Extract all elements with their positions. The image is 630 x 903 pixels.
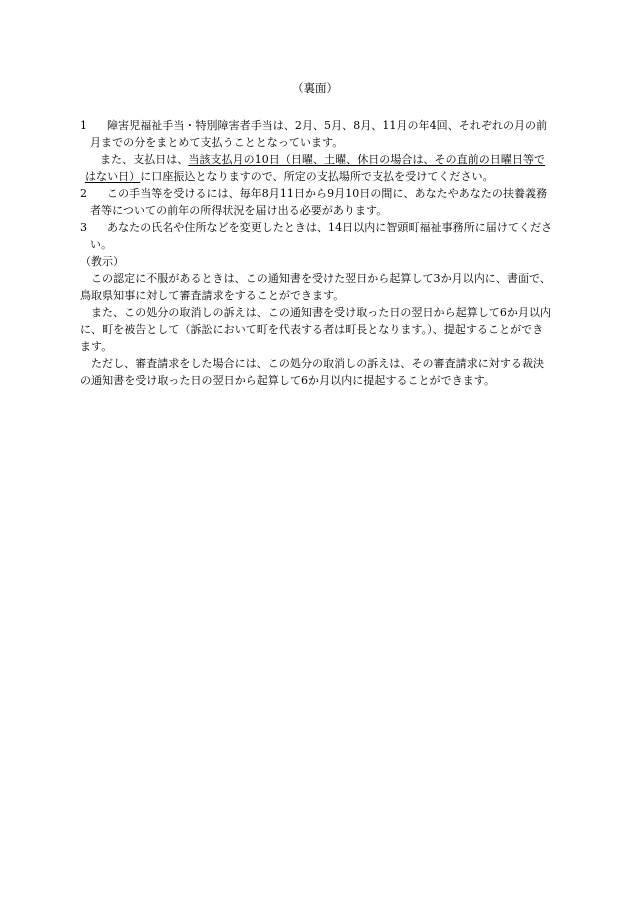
item-3 bbox=[80, 219, 554, 253]
kyoji-label: （教示） bbox=[80, 255, 125, 268]
kyoji-paragraph: また、この処分の取消しの訴えは、この通知書を受け取った日の翌日から起算して6か月以内に、町を被告として（訴訟において町を代表する者は町長となります。）、提起することができます。 bbox=[80, 306, 552, 353]
kyoji-paragraph: ただし、審査請求をした場合には、この処分の取消しの訴えは、その審査請求に対する裁決の通知書を受け取った日の翌日から起算して6か月以内に提起することができます。 bbox=[80, 357, 545, 387]
item-1-payment-post: に口座振込となりますので、所定の支払場所で支払を受けてください。 bbox=[140, 170, 494, 183]
page-heading: （裏面） bbox=[292, 81, 338, 95]
item-2-text: この手当等を受けるには、毎年8月11日から9月10日の間に、あなたやあなたの扶養義務者等についての前年の所得状況を届け出る必要があります。 bbox=[90, 187, 548, 217]
item-2 bbox=[80, 185, 554, 219]
item-1-payment-pre: また、支払日は、 bbox=[100, 153, 189, 166]
item-1 bbox=[80, 117, 554, 151]
document-body bbox=[80, 117, 554, 389]
item-1-number: 1 bbox=[80, 119, 88, 132]
item-3-text: あなたの氏名や住所などを変更したときは、14日以内に智頭町福祉事務所に届けてください。 bbox=[90, 221, 553, 251]
item-1-payment-underlined: 当該支払月の10日（日曜、土曜、休日の場合は、その直前の日曜日等ではない日） bbox=[85, 153, 546, 183]
kyoji-paragraph: この認定に不服があるときは、この通知書を受けた翌日から起算して3か月以内に、書面で、鳥取県知事に対して審査請求をすることができます。 bbox=[80, 272, 551, 302]
item-2-number: 2 bbox=[80, 187, 88, 200]
item-1-text: 障害児福祉手当・特別障害者手当は、2月、5月、8月、11月の年4回、それぞれの月の前月までの分をまとめて支払うこととなっています。 bbox=[90, 119, 548, 149]
item-1-payment-paragraph bbox=[80, 151, 554, 185]
item-3-number: 3 bbox=[80, 221, 88, 234]
